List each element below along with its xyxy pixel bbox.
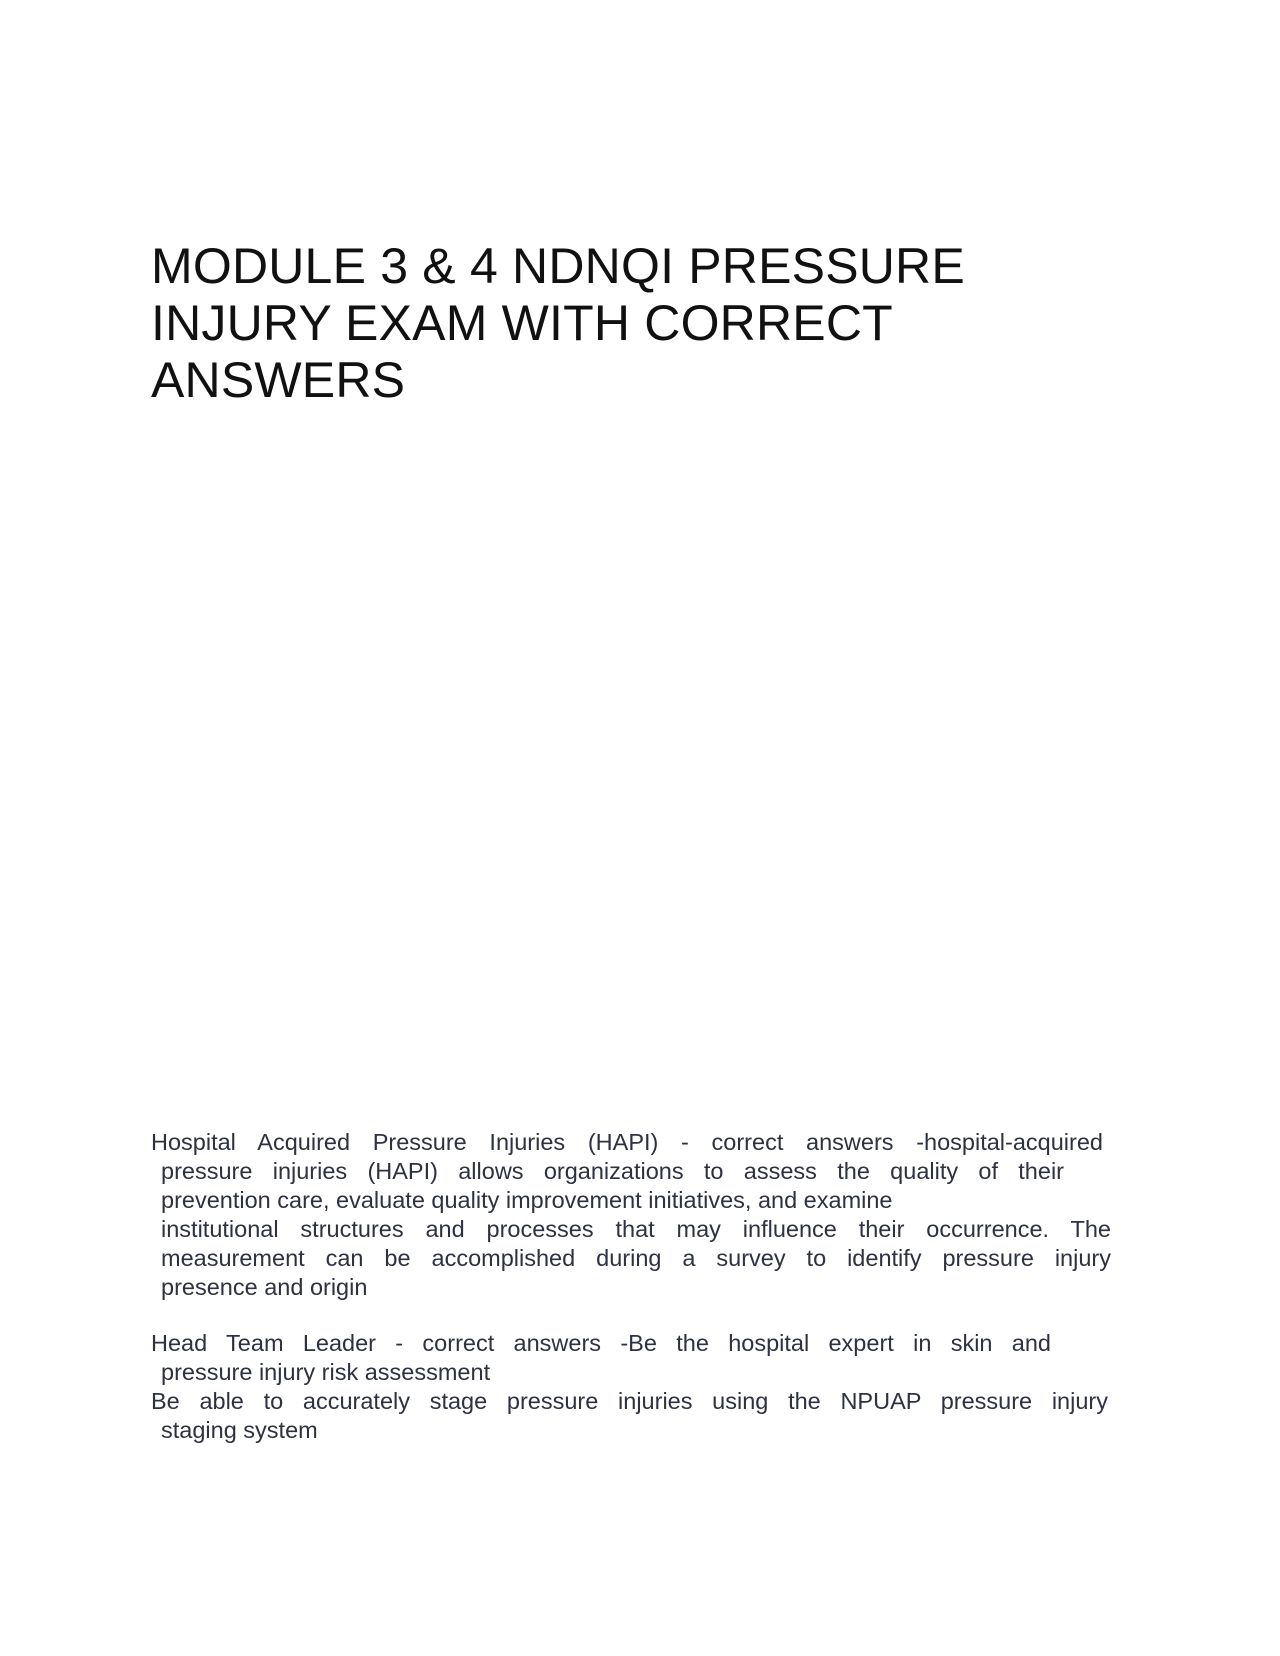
qa-line: Head Team Leader - correct answers -Be the hospital expert in skin and [151, 1330, 1051, 1356]
qa-line: measurement can be accomplished during a survey to identify pressure injury [161, 1245, 1111, 1271]
qa-entry-hapi [151, 1128, 1113, 1302]
qa-line: Hospital Acquired Pressure Injuries (HAPI) - correct answers -hospital-acquired [151, 1129, 1103, 1155]
qa-line: presence and origin [161, 1274, 368, 1300]
title-line: MODULE 3 & 4 NDNQI PRESSURE [151, 238, 965, 294]
qa-line: institutional structures and processes that may influence their occurrence. The [161, 1216, 1111, 1242]
qa-entry-head-team-leader [151, 1329, 1113, 1445]
qa-line: staging system [161, 1417, 318, 1443]
qa-line: prevention care, evaluate quality improvement initiatives, and examine [161, 1187, 893, 1213]
title-line: ANSWERS [151, 352, 406, 408]
title-line: INJURY EXAM WITH CORRECT [151, 295, 893, 351]
document-title [151, 238, 1051, 409]
qa-line: pressure injuries (HAPI) allows organizations to assess the quality of their [161, 1158, 1064, 1184]
qa-line: pressure injury risk assessment [161, 1359, 491, 1385]
qa-line: Be able to accurately stage pressure injuries using the NPUAP pressure injury [151, 1388, 1108, 1414]
